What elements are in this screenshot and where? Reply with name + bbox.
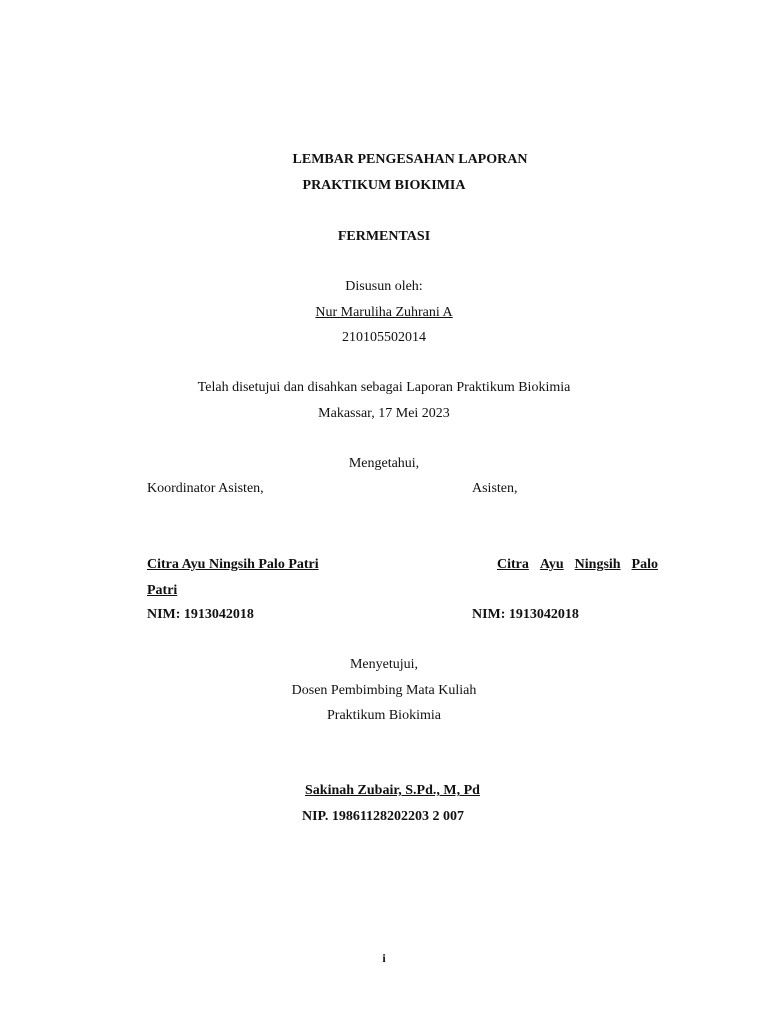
approved-label: Menyetujui, xyxy=(349,657,419,672)
approval-statement: Telah disetujui dan disahkan sebagai Laporan Praktikum Biokimia xyxy=(197,380,571,395)
prepared-by-label: Disusun oleh: xyxy=(345,279,423,294)
document-heading: FERMENTASI xyxy=(337,229,431,244)
assistant-name-word: Ayu xyxy=(539,557,564,572)
assistant-name-word: Palo xyxy=(631,557,658,572)
coordinator-nim: NIM: 1913042018 xyxy=(147,607,254,622)
supervisor-name: Sakinah Zubair, S.Pd., M, Pd xyxy=(305,783,480,798)
supervisor-role-line-2: Praktikum Biokimia xyxy=(327,708,441,723)
coordinator-name-line-2: Patri xyxy=(147,583,178,598)
supervisor-nip: NIP. 19861128202203 2 007 xyxy=(302,809,465,824)
assistant-name xyxy=(497,556,658,574)
assistant-name-word: Ningsih xyxy=(574,557,621,572)
coordinator-label: Koordinator Asisten, xyxy=(147,481,264,496)
assistant-label: Asisten, xyxy=(472,481,518,496)
author-id: 210105502014 xyxy=(342,330,426,345)
coordinator-name-line-1: Citra Ayu Ningsih Palo Patri xyxy=(147,557,319,572)
page-number: i xyxy=(382,951,386,965)
document-title-line-2: PRAKTIKUM BIOKIMIA xyxy=(302,178,466,193)
assistant-nim: NIM: 1913042018 xyxy=(472,607,579,622)
author-name: Nur Maruliha Zuhrani A xyxy=(315,305,453,320)
document-title-line-1: LEMBAR PENGESAHAN LAPORAN xyxy=(292,152,528,167)
supervisor-role-line-1: Dosen Pembimbing Mata Kuliah xyxy=(291,683,477,698)
acknowledged-label: Mengetahui, xyxy=(348,456,420,471)
place-date: Makassar, 17 Mei 2023 xyxy=(318,406,450,421)
assistant-name-word: Citra xyxy=(497,557,529,572)
